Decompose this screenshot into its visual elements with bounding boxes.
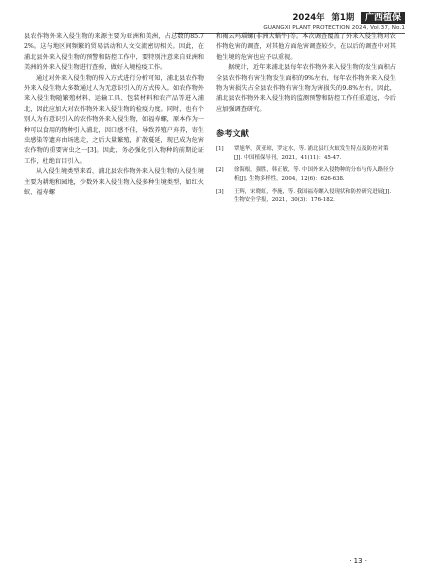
journal-subtitle: GUANGXI PLANT PROTECTION 2024, Vol.37, No.1: [263, 25, 405, 31]
right-column: [216, 32, 396, 209]
body-paragraph: 从入侵生境类型来看，浦北县农作物外来入侵生物的入侵生境主要为耕地和园地，少数外来入侵生物入侵多种生境类型，如红火蚁、福寿螺: [24, 168, 204, 197]
reference-text: 王辉，宋晓虹，李施，等. 我国福寿螺入侵现状和防控研究进展[J]. 生物安全学报，2021，30(3)：176-182.: [234, 188, 392, 204]
reference-number: [2]: [216, 167, 224, 174]
body-paragraph: 据统计，近年来浦北县每年农作物外来入侵生物的发生面积占全县农作物有害生物发生面积的9%左右，每年农作物外来入侵生物为害损失占全县农作物有害生物为害损失的9.8%左右。因此，浦北县农作物外来入侵生物的监测预警和防控工作任重道远，今后应加强调查研究。: [216, 64, 396, 113]
header-issue: 第1期: [331, 13, 355, 23]
reference-item: [216, 166, 396, 183]
journal-name-badge: 广西植保: [361, 12, 405, 24]
header-year: 2024年: [292, 13, 325, 23]
body-paragraph: 和褐云玛瑙螺(非洲大蜗牛)等。本次调查覆盖了外来入侵生物对农作物危害的调查，对其他方面危害调查较少，在以后的调查中对其他生境的危害也应予以重视。: [216, 33, 396, 61]
references-heading: 参考文献: [216, 128, 249, 139]
reference-item: [216, 145, 396, 162]
body-paragraph: 县农作物外来入侵生物的来源主要为亚洲和美洲，占总数的85.72%。这与地区间频繁的贸易活动和人文交流密切相关。因此，在浦北县外来入侵生物的预警和防控工作中，要特别注意来自亚洲和美洲的外来入侵生物进行查验，做好入境检疫工作。: [24, 33, 204, 72]
reference-text: 徐海根，强胜，韩正敏，等. 中国外来入侵物种的分布与传入路径分析[J]. 生物多样性，2004，12(6)：626-638.: [234, 167, 394, 183]
body-paragraph: 通过对外来入侵生物的传入方式进行分析可知，浦北县农作物外来入侵生物大多数通过人为无意识引入的方式传入。如农作物外来入侵生物随繁殖材料、运输工具、包装材料和农产品等进入浦北，因此应加大对农作物外来入侵生物的检疫力度。同时，也有个别人为有意识引入的农作物外来入侵生物，如福寿螺，原本作为一种可以食用的物种引入浦北，因口感不佳，导致养殖户弃养，寄生虫感染等遗弃由场逃走，之后大量繁殖，扩散蔓延，现已成为危害农作物的重要害虫之一[3]。因此，务必强化引入物种的前期论证工作，杜绝盲目引入。: [24, 74, 204, 165]
reference-text: 覃旭华，黄亚琼，罗定水，等. 浦北县红火蚁发生特点及防控对策[J]. 中国植保导刊，2021，41(11)：45-47.: [234, 146, 389, 161]
reference-item: [216, 188, 396, 205]
left-column: [24, 32, 204, 199]
reference-number: [1]: [216, 146, 224, 153]
header-issue-line: [175, 12, 405, 24]
page-number: · 13 ·: [349, 557, 367, 565]
reference-number: [3]: [216, 188, 224, 195]
